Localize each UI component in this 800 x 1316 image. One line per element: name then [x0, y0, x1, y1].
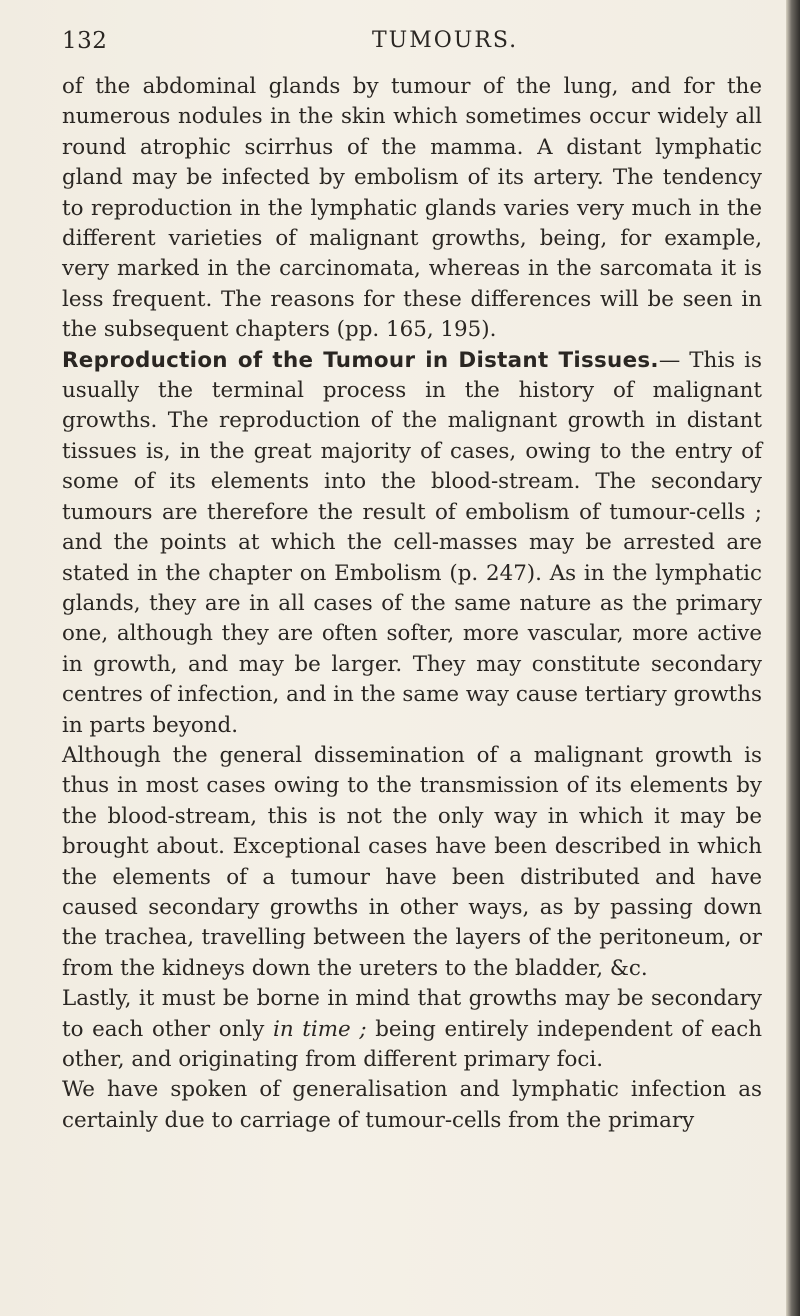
page-number: 132 — [62, 28, 108, 54]
paragraph-1: of the abdominal glands by tumour of the lung, and for the numerous nodules in the skin which sometimes occur widely all round atrophic scirrhus of the mamma. A distant lymphatic gland may be infected by embolism of its artery. The tendency to reproduction in the lymphatic glands varies very much in the different varieties of malignant growths, being, for example, very marked in the carcinomata, whereas in the sarcomata it is less frequent. The reasons for these differences will be seen in the subsequent chapters (pp. 165, 195). — [62, 74, 762, 343]
paragraph-4 — [62, 984, 762, 1075]
paragraph-4-emphasis: in time ; — [273, 1016, 367, 1042]
section-heading: Reproduction of the Tumour in Distant Tissues. — [62, 347, 659, 373]
running-head: TUMOURS. — [372, 28, 519, 53]
page-edge-shadow — [786, 0, 800, 1316]
paragraph-3: Although the general dissemination of a malignant growth is thus in most cases owing to the transmission of its elements by the blood-stream, this is not the only way in which it may be brought about. Exceptional cases have been described in which the elements of a tumour have been distributed and have caused secondary growths in other ways, as by passing down the trachea, travelling between the layers of the peritoneum, or from the kidneys down the ureters to the bladder, &c. — [62, 742, 762, 981]
page-header — [62, 20, 762, 60]
paragraph-2-text: — This is usually the terminal process in the history of malignant growths. The reproduction of the malignant growth in distant tissues is, in the great majority of cases, owing to the entry of some of its elements into the blood-stream. The secondary tumours are therefore the result of embolism of tumour-cells ; and the points at which the cell-masses may be arrested are stated in the chapter on Embolism (p. 247). As in the lymphatic glands, they are in all cases of the same nature as the primary one, although they are often softer, more vascular, more active in growth, and may be larger. They may constitute secondary centres of infection, and in the same way cause tertiary growths in parts beyond. — [62, 347, 763, 738]
body-text — [62, 72, 762, 1136]
paragraph-5: We have spoken of generalisation and lymphatic infection as certainly due to carriage of tumour-cells from the primary — [62, 1077, 762, 1133]
paragraph-2 — [62, 346, 762, 741]
paragraph-4-start: Lastly, it must be borne in mind that growths may be secondary to each other only — [62, 986, 762, 1042]
paragraph-4-end: being entirely independent of each other, and originating from different primary foci. — [62, 1016, 762, 1072]
